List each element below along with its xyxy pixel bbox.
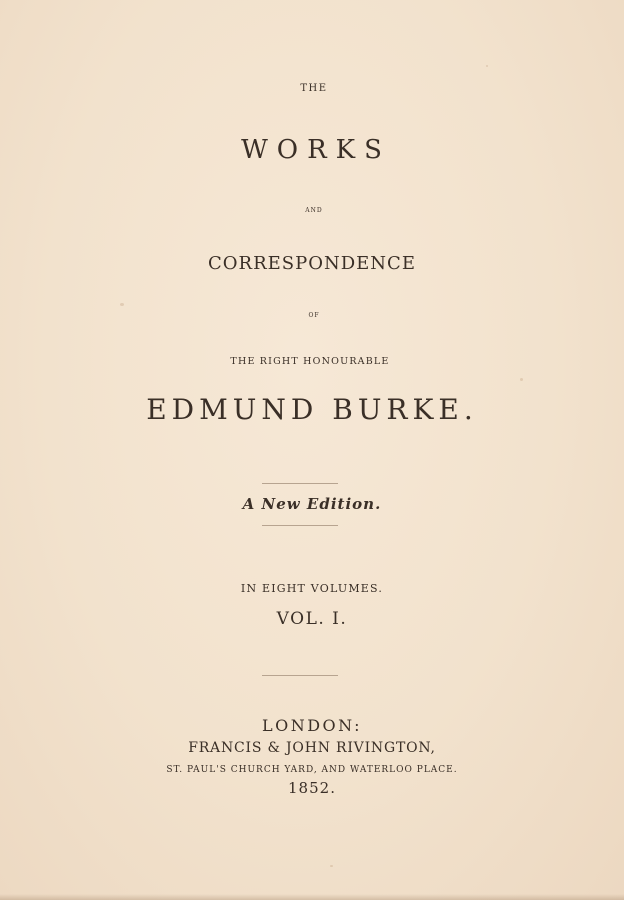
volumes-count: IN EIGHT VOLUMES. xyxy=(240,582,384,595)
heading-right-honourable: THE RIGHT HONOURABLE xyxy=(230,356,390,367)
page-edge xyxy=(0,894,624,900)
edition-label: A New Edition. xyxy=(242,495,382,513)
heading-of: OF xyxy=(308,312,320,319)
divider-rule xyxy=(262,675,338,676)
author-name: EDMUND BURKE. xyxy=(146,393,478,426)
volume-number: VOL. I. xyxy=(276,609,348,629)
foxing-spot xyxy=(486,65,488,67)
heading-correspondence: CORRESPONDENCE xyxy=(208,253,416,274)
imprint-publisher: FRANCIS & JOHN RIVINGTON, xyxy=(188,740,436,756)
heading-works: WORKS xyxy=(241,135,391,165)
foxing-spot xyxy=(520,378,523,381)
heading-the: THE xyxy=(300,83,328,94)
foxing-spot xyxy=(120,303,124,306)
imprint-city: LONDON: xyxy=(261,716,362,735)
heading-and: AND xyxy=(305,207,323,214)
imprint-address: ST. PAUL'S CHURCH YARD, AND WATERLOO PLACE. xyxy=(166,765,458,775)
foxing-spot xyxy=(330,865,333,867)
divider-rule xyxy=(262,483,338,484)
divider-rule xyxy=(262,525,338,526)
imprint-year: 1852. xyxy=(288,779,336,797)
